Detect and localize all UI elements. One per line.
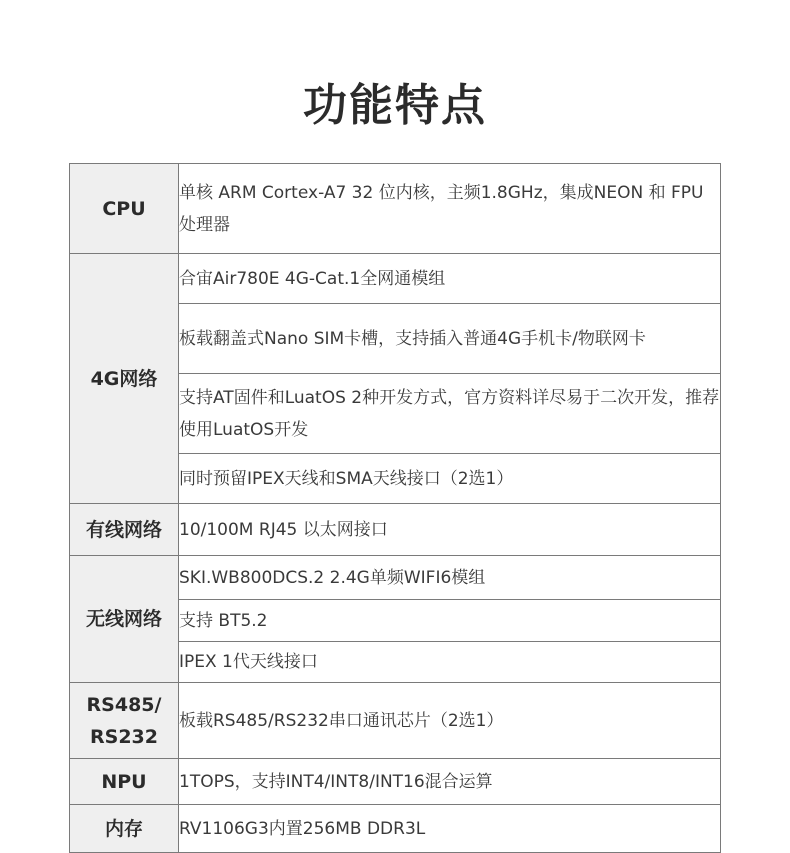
row-value: 板载RS485/RS232串口通讯芯片（2选1） (179, 683, 721, 759)
table-row (70, 504, 721, 556)
row-value: 单核 ARM Cortex-A7 32 位内核，主频1.8GHz，集成NEON 和 FPU处理器 (179, 164, 721, 254)
row-value: RV1106G3内置256MB DDR3L (179, 805, 721, 853)
table-row (70, 254, 721, 304)
row-label-cpu: CPU (70, 164, 179, 254)
row-value: 板载翻盖式Nano SIM卡槽，支持插入普通4G手机卡/物联网卡 (179, 304, 721, 374)
table-row (70, 683, 721, 759)
spec-table (69, 163, 721, 853)
row-label-rs485: RS485/ RS232 (70, 683, 179, 759)
row-value: IPEX 1代天线接口 (179, 642, 721, 683)
table-row (70, 556, 721, 600)
row-value: 支持 BT5.2 (179, 600, 721, 642)
row-label-4g: 4G网络 (70, 254, 179, 504)
row-label-wired: 有线网络 (70, 504, 179, 556)
table-row (70, 759, 721, 805)
row-value: 10/100M RJ45 以太网接口 (179, 504, 721, 556)
page-title: 功能特点 (303, 80, 487, 131)
table-row (70, 805, 721, 853)
row-value: 合宙Air780E 4G-Cat.1全网通模组 (179, 254, 721, 304)
row-label-wireless: 无线网络 (70, 556, 179, 683)
row-value: 同时预留IPEX天线和SMA天线接口（2选1） (179, 454, 721, 504)
row-value: SKI.WB800DCS.2 2.4G单频WIFI6模组 (179, 556, 721, 600)
row-label-memory: 内存 (70, 805, 179, 853)
row-value: 支持AT固件和LuatOS 2种开发方式，官方资料详尽易于二次开发，推荐使用LuatOS开发 (179, 374, 721, 454)
table-row (70, 164, 721, 254)
row-value: 1TOPS，支持INT4/INT8/INT16混合运算 (179, 759, 721, 805)
row-label-npu: NPU (70, 759, 179, 805)
